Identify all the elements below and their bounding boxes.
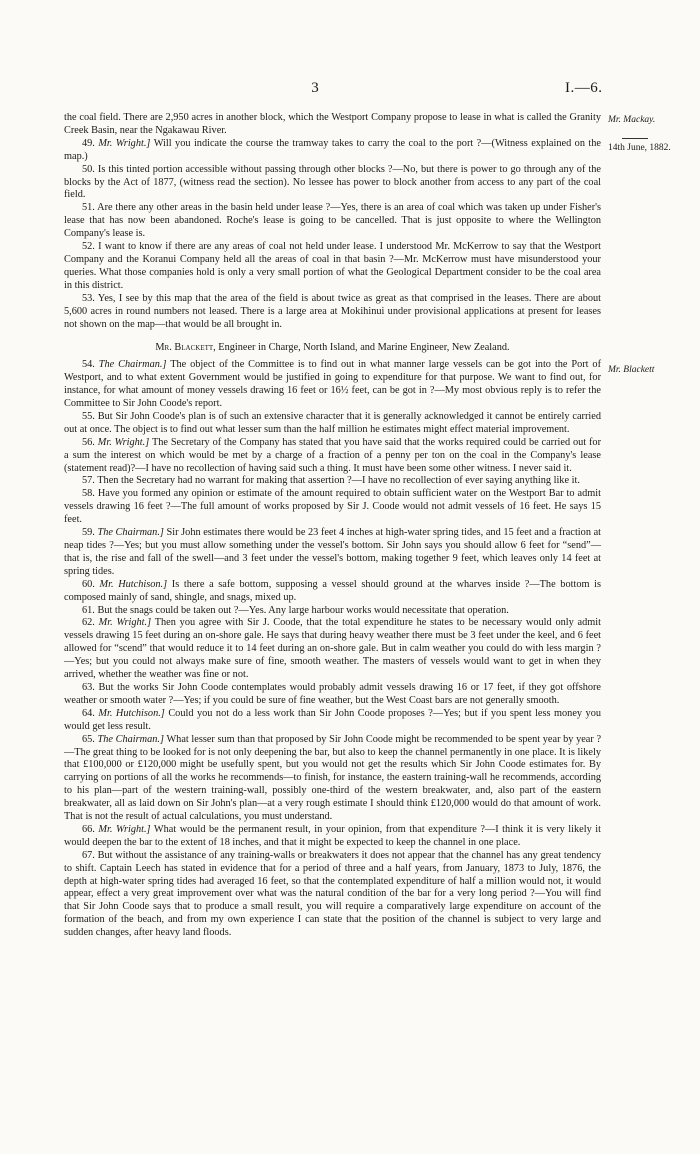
page-reference: I.—6. [565, 80, 603, 96]
paragraph-53: 53. Yes, I see by this map that the area of the field is about twice as great as that comprised in the leases. There are about 5,600 acres in round numbers not leased. There is a large area at Mokihinui under provisional applications at present for leases not shown on the map—that would be all brought in. [64, 292, 601, 330]
paragraph-49: 49. Mr. Wright.] Will you indicate the course the tramway takes to carry the coal to the port ?—(Witness explained on the map.) [64, 137, 602, 162]
paragraph-61: 61. But the snags could be taken out ?—Yes. Any large harbour works would necessitate that operation. [82, 604, 509, 616]
paragraph-continuation: the coal field. There are 2,950 acres in another block, which the Westport Company propose to lease in what is called the Granity Creek Basin, near the Ngakawau River. [64, 112, 601, 136]
paragraph-55: 55. But Sir John Coode's plan is of such an extensive character that it is generally acknowledged it cannot be entirely carried out at once. The object is to find out what lesser sum than the half million he estimates might effect material improvement. [64, 410, 601, 435]
paragraph-52: 52. I want to know if there are any areas of coal not held under lease. I understood Mr. McKerrow to say that the Westport Company and the Koranui Company held all the areas of coal in that basin ?—Mr. McKerrow must have misunderstood your queries. What those companies hold is only a very small portion of what the Geological Department consider to be the coal area in this district. [64, 241, 601, 291]
margin-date: 14th June, 1882. [608, 143, 671, 153]
paragraph-57: 57. Then the Secretary had no warrant for making that assertion ?—I have no recollection of ever saying anything like it. [82, 475, 580, 487]
paragraph-50: 50. Is this tinted portion accessible without passing through other blocks ?—No, but there is power to go through any of the blocks by the Act of 1877, (witness read the section). No lessee has power to block another from access to any part of the coal field. [64, 163, 601, 201]
paragraph-56: 56. Mr. Wright.] The Secretary of the Company has stated that you have said that the works required could be carried out for a sum the interest on which would be met by a charge of a fraction of a penny per ton on the coal in the Company's lease (statement read)?—I have no recollection of having said such a thing. It must have been some other witness. I never said it. [64, 436, 602, 474]
page-number: 3 [311, 80, 319, 96]
paragraph-59: 59. The Chairman.] Sir John estimates there would be 23 feet 4 inches at high-water spring tides, and 15 feet and a fraction at neap tides ?—Yes; but you must allow something under the vessel's bottom. Sir John says you should allow 6 feet for “send”—that is, the rise and fall of the swell—and 3 feet under the vessel's bottom, making together 9 feet, which leaves only 14 feet at spring tides. [64, 527, 602, 577]
paragraph-51: 51. Are there any other areas in the basin held under lease ?—Yes, there is an area of coal which was taken up under Fisher's lease that has now been abandoned. Roche's lease is going to be cancelled. That is just opposite to where the Wellington Company's lease is. [64, 202, 601, 240]
paragraph-62: 62. Mr. Wright.] Then you agree with Sir J. Coode, that the total expenditure he states to be necessary would only admit vessels drawing 15 feet during an on-shore gale. He says that during heavy weather there must be 3 feet under the keel, and 6 feet allowed for “scend” that would reduce it to 14 feet during an on-shore gale. But in calm weather you could do with less margin ?—Yes; but you could not always make sure of fine, smooth weather. The masters of vessels would want to get in when they arrived, whether the weather was fine or not. [64, 617, 601, 681]
paragraph-58: 58. Have you formed any opinion or estimate of the amount required to obtain sufficient water on the Westport Bar to admit vessels drawing 16 feet ?—The full amount of works proposed by Sir J. Coode would not admit vessels of 16 feet. He says 15 feet. [64, 488, 601, 526]
paragraph-67: 67. But without the assistance of any training-walls or breakwaters it does not appear that the channel has any great tendency to shift. Captain Leech has stated in evidence that for a period of three and a half years, from January, 1873 to July, 1876, the depth at high-water spring tides had averaged 16 feet, so that the contemplated expenditure of half a million would not, it would appear, effect a very great improvement over what was the natural condition of the bar for a very long period ?—You will find that Sir John Coode says that to produce a small result, you will require a comparatively large expenditure on account of the formation of the beach, and from my own experience I can state that the position of the channel is subject to very large and sudden changes, after heavy land floods. [64, 849, 601, 939]
paragraph-54: 54. The Chairman.] The object of the Committee is to find out in what manner large vessels can be got into the Port of Westport, and to what extent Government would be justified in going to expenditure for that purpose. We want to find out, for instance, for what amount of money vessels drawing 16 feet or 16½ feet, can be got in ?—My most obvious reply is to refer the Committee to Sir John Coode's report. [64, 359, 601, 410]
paragraph-66: 66. Mr. Wright.] What would be the permanent result, in your opinion, from that expenditure ?—I think it is very likely it would deepen the bar to the extent of 18 inches, and that it might be expected to keep the channel in one place. [64, 823, 601, 848]
paragraph-65: 65. The Chairman.] What lesser sum than that proposed by Sir John Coode might be recommended to be spent year by year ?—The great thing to be looked for is not only deepening the bar, but also to keep the channel permanently in one place. It is likely that £100,000 or £120,000 might be usefully spent, but you would not get the results which Sir John Coode estimates for. By carrying on portions of all the works he recommends—to finish, for instance, the eastern training-wall he recommends, according to his plan—part of the western training-wall, possibly one-third of the western breakwater, and, also part of the eastern breakwater, all as laid down on Sir John's plan—at a very rough estimate I should think £120,000 would do that amount of work. That is not the result of actual calculations, you must understand. [64, 733, 602, 823]
margin-witness-blackett: Mr. Blackett [608, 365, 655, 375]
margin-rule [622, 138, 648, 139]
witness-heading: Mr. Blackett, Engineer in Charge, North Island, and Marine Engineer, New Zealand. [155, 342, 510, 354]
margin-witness-mackay: Mr. Mackay. [608, 115, 656, 125]
paragraph-60: 60. Mr. Hutchison.] Is there a safe bottom, supposing a vessel should ground at the wharves inside ?—The bottom is composed mainly of sand, shingle, and snags, mixed up. [64, 578, 601, 603]
paragraph-63: 63. But the works Sir John Coode contemplates would probably admit vessels drawing 16 or 17 feet, if they got offshore weather or smooth water ?—Yes; if you could be sure of fine weather, but the West Coast bars are not generally smooth. [64, 681, 601, 706]
body-text [64, 112, 601, 940]
paragraph-64: 64. Mr. Hutchison.] Could you not do a less work than Sir John Coode proposes ?—Yes; but if you spent less money you would get less result. [64, 707, 601, 732]
